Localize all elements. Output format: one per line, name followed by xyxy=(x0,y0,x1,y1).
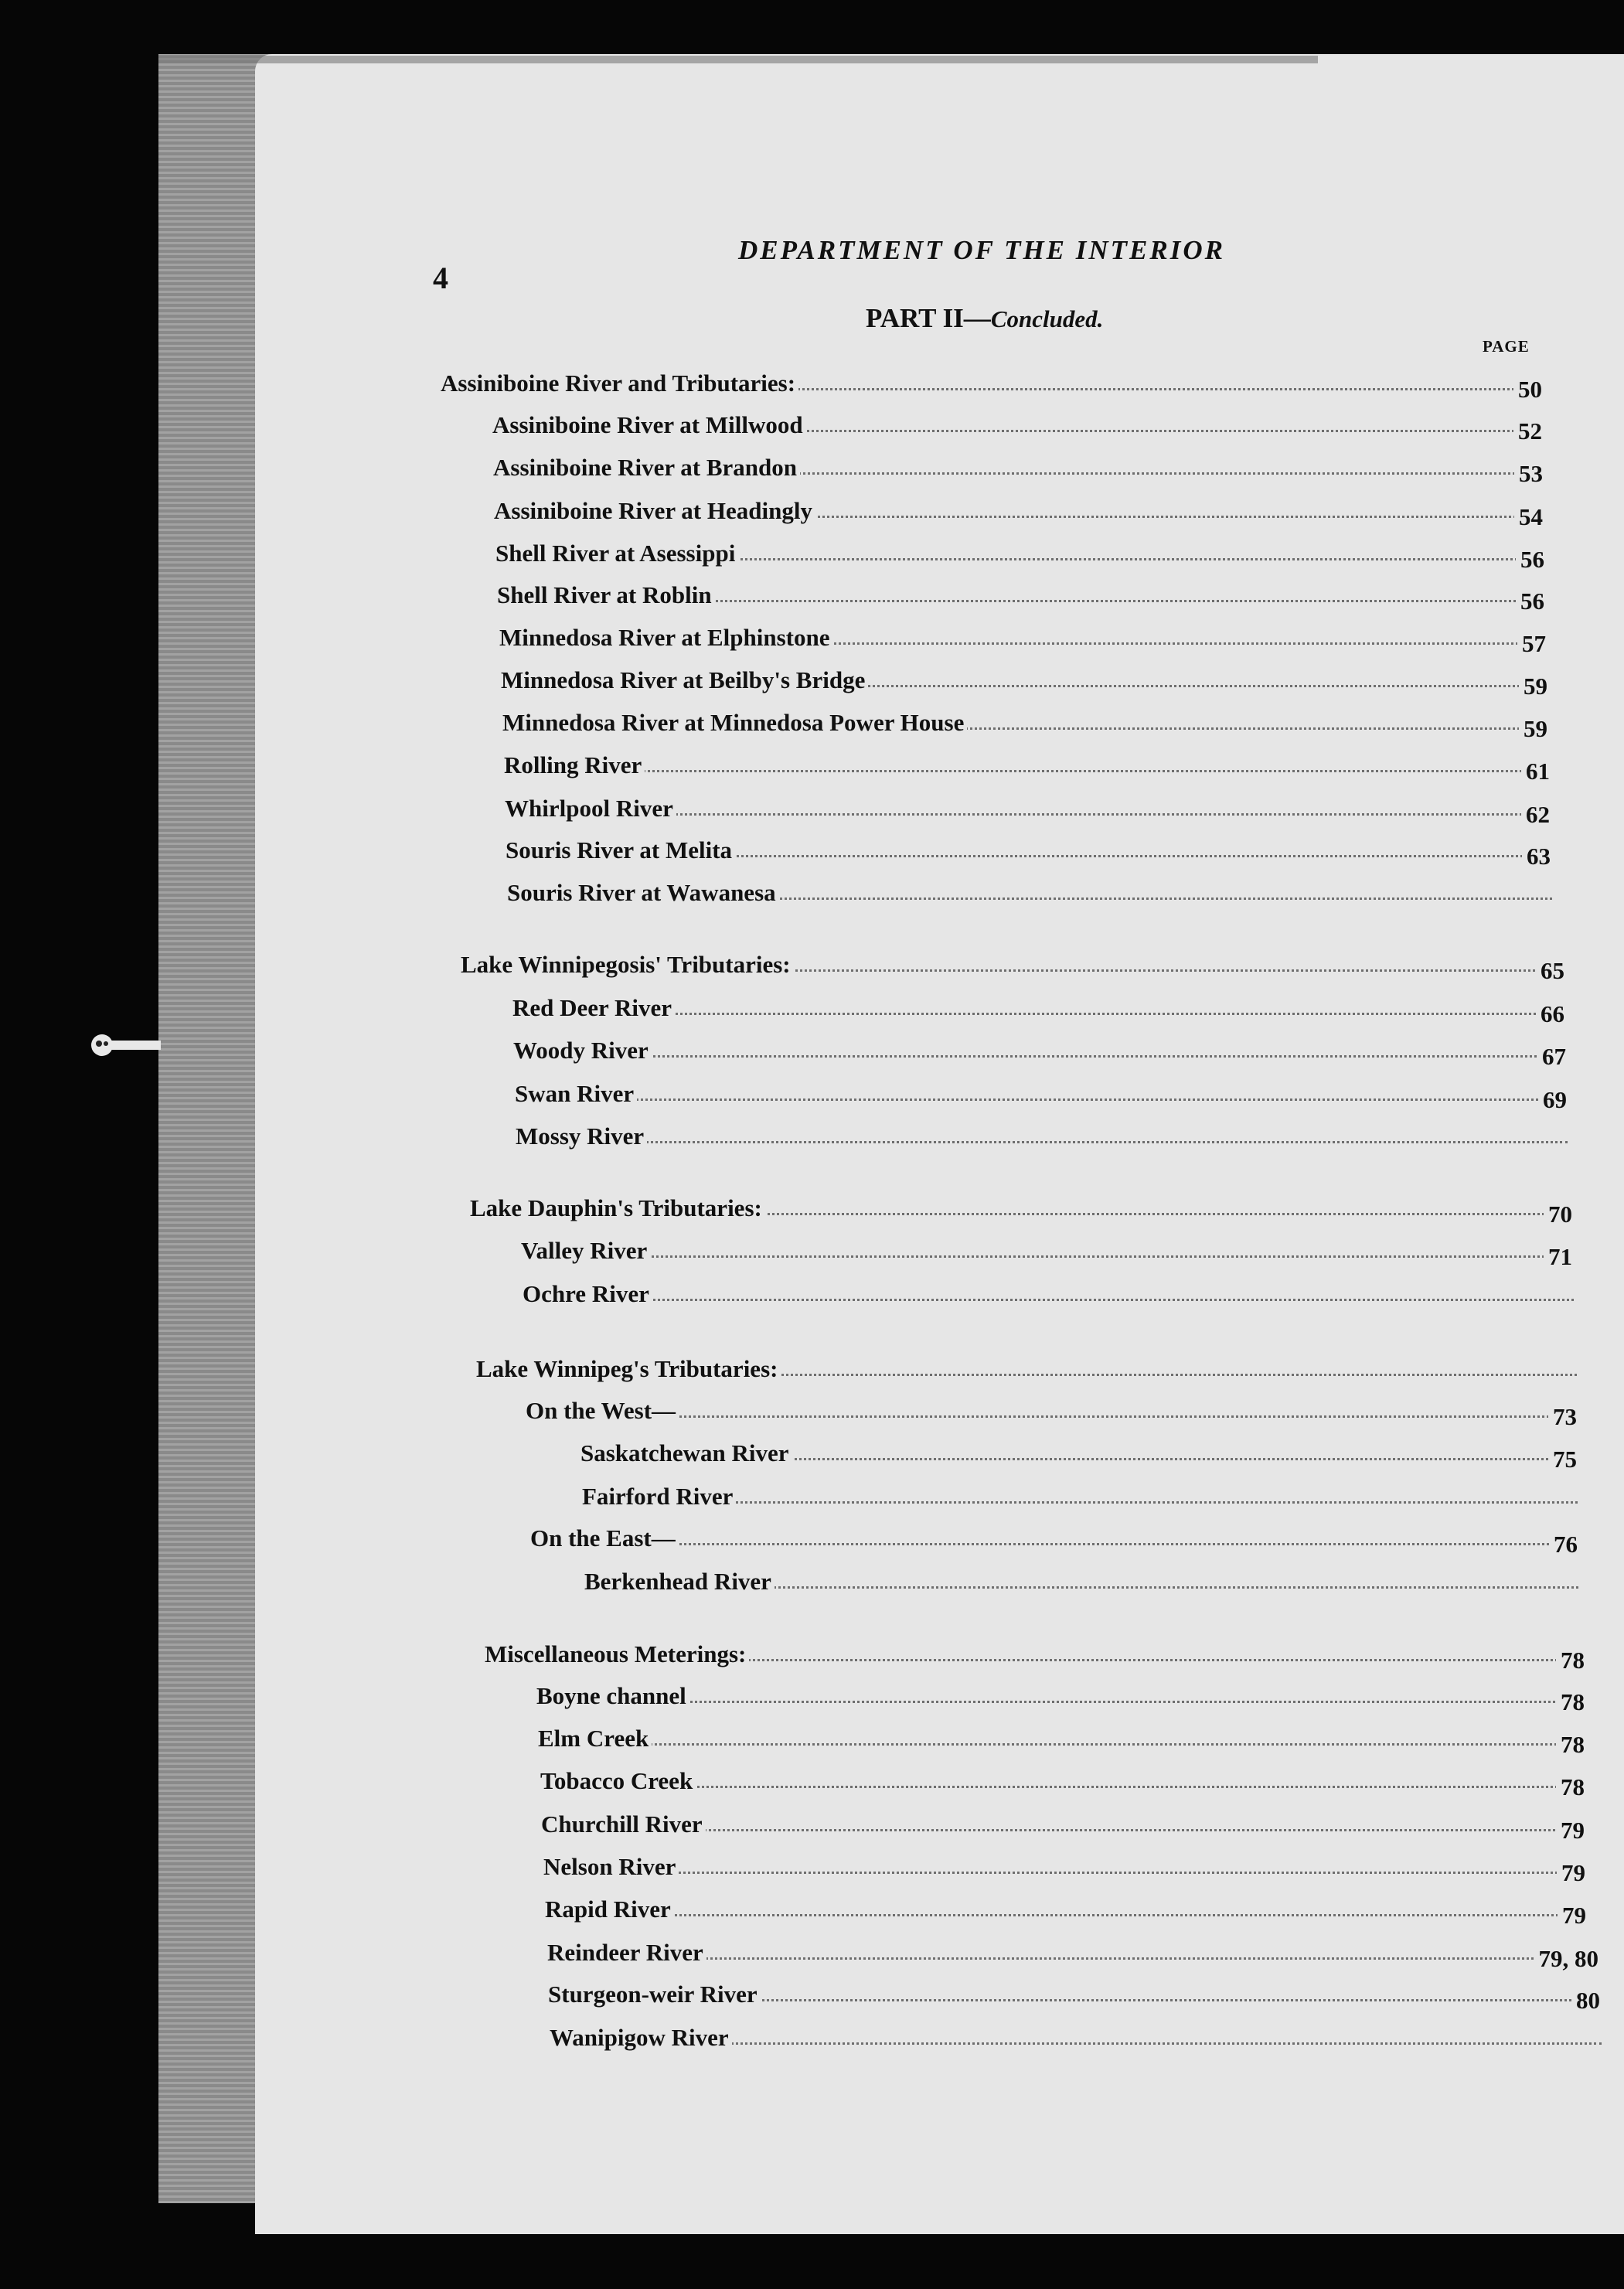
toc-entry xyxy=(504,751,1550,785)
toc-entry xyxy=(493,454,1543,485)
toc-entry-title: Assiniboine River and Tributaries: xyxy=(441,370,798,397)
toc-entry-page: 53 xyxy=(1514,460,1543,488)
paper-clip-icon xyxy=(87,1028,164,1062)
toc-entry-title: Mossy River xyxy=(516,1122,647,1150)
toc-entry-page: 80 xyxy=(1571,1987,1600,2015)
toc-entry xyxy=(512,994,1564,1025)
toc-entry-title: Berkenhead River xyxy=(584,1568,775,1596)
toc-entry xyxy=(545,1896,1586,1929)
dot-leader xyxy=(530,1543,1578,1545)
toc-entry-title: Fairford River xyxy=(582,1483,736,1511)
scan-artifact xyxy=(158,56,1318,63)
toc-entry-page: 79, 80 xyxy=(1534,1945,1599,1973)
toc-entry-page: 76 xyxy=(1549,1531,1578,1558)
toc-entry-title: Assiniboine River at Brandon xyxy=(493,454,800,482)
dot-leader xyxy=(515,1099,1567,1101)
toc-entry-title: Lake Dauphin's Tributaries: xyxy=(470,1194,765,1222)
toc-entry-title: Assiniboine River at Headingly xyxy=(494,497,815,525)
toc-entry xyxy=(516,1122,1568,1153)
toc-entry-title: Saskatchewan River xyxy=(580,1439,792,1467)
toc-entry-title: Rapid River xyxy=(545,1896,674,1923)
toc-entry xyxy=(548,1981,1600,2014)
toc-entry-page: 65 xyxy=(1536,957,1564,985)
page-number: 4 xyxy=(433,261,448,295)
toc-entry-title: Churchill River xyxy=(541,1810,706,1838)
toc-entry-title: Minnedosa River at Minnedosa Power House xyxy=(502,709,967,737)
toc-entry-title: Red Deer River xyxy=(512,994,675,1022)
toc-entry-title: Swan River xyxy=(515,1080,637,1108)
toc-entry xyxy=(550,2024,1602,2055)
toc-entry-title: Shell River at Roblin xyxy=(497,581,715,609)
toc-entry-page: 59 xyxy=(1519,715,1547,743)
toc-entry xyxy=(536,1682,1585,1713)
toc-entry-page: 78 xyxy=(1556,1647,1585,1674)
part-heading xyxy=(866,303,1103,334)
part-qualifier: Concluded. xyxy=(990,305,1104,332)
dot-leader xyxy=(523,1299,1574,1301)
toc-section-heading xyxy=(485,1640,1585,1674)
part-title: PART II— xyxy=(866,303,991,333)
toc-entry-page: 56 xyxy=(1516,588,1544,615)
toc-entry xyxy=(513,1037,1566,1068)
toc-entry-title: Wanipigow River xyxy=(550,2024,732,2052)
toc-entry-page: 67 xyxy=(1537,1043,1566,1071)
toc-entry-title: Souris River at Wawanesa xyxy=(507,879,779,907)
dot-leader xyxy=(538,1743,1585,1746)
toc-entry-page: 62 xyxy=(1521,801,1550,829)
toc-entry-title: Whirlpool River xyxy=(505,795,676,823)
toc-entry-page: 50 xyxy=(1513,376,1542,404)
toc-entry xyxy=(501,666,1547,700)
toc-entry-page: 73 xyxy=(1548,1403,1577,1431)
toc-entry-page: 57 xyxy=(1517,630,1546,658)
dot-leader xyxy=(545,1914,1586,1916)
toc-entry xyxy=(547,1939,1598,1970)
toc-entry xyxy=(538,1725,1585,1756)
toc-entry xyxy=(502,709,1547,740)
toc-entry-page: 61 xyxy=(1521,758,1550,785)
toc-entry-title: Shell River at Asessippi xyxy=(495,540,738,567)
toc-entry xyxy=(543,1853,1585,1884)
dot-leader xyxy=(536,1701,1585,1703)
toc-entry-page: 66 xyxy=(1536,1000,1564,1028)
toc-entry-title: Ochre River xyxy=(523,1280,652,1308)
toc-section-heading xyxy=(470,1194,1572,1228)
page-column-label: PAGE xyxy=(1483,337,1530,356)
toc-entry-page: 78 xyxy=(1556,1731,1585,1759)
toc-entry-page: 79 xyxy=(1557,1859,1585,1887)
toc-entry-title: Souris River at Melita xyxy=(506,836,735,864)
toc-entry-page: 75 xyxy=(1548,1446,1577,1473)
toc-entry xyxy=(530,1524,1578,1558)
toc-entry-title: Boyne channel xyxy=(536,1682,689,1710)
toc-entry-page: 79 xyxy=(1556,1817,1585,1844)
toc-entry-title: Reindeer River xyxy=(547,1939,706,1967)
toc-entry-page: 78 xyxy=(1556,1688,1585,1716)
toc-entry xyxy=(497,581,1544,615)
toc-entry xyxy=(580,1439,1577,1473)
toc-entry xyxy=(495,540,1544,571)
toc-entry-title: Valley River xyxy=(521,1237,650,1265)
toc-entry xyxy=(494,497,1543,528)
toc-entry-page: 54 xyxy=(1514,503,1543,531)
toc-entry xyxy=(541,1810,1585,1844)
dot-leader xyxy=(516,1141,1568,1143)
toc-entry xyxy=(499,624,1546,655)
toc-entry xyxy=(505,795,1550,826)
dot-leader xyxy=(513,1055,1566,1058)
toc-entry-title: On the East— xyxy=(530,1524,679,1552)
toc-entry-title: Woody River xyxy=(513,1037,652,1064)
dot-leader xyxy=(521,1255,1572,1258)
toc-entry xyxy=(526,1397,1577,1428)
toc-entry-page: 63 xyxy=(1522,843,1551,870)
toc-entry xyxy=(507,879,1552,910)
toc-entry-title: Minnedosa River at Elphinstone xyxy=(499,624,832,652)
toc-entry-page: 59 xyxy=(1519,673,1547,700)
toc-entry-title: Miscellaneous Meterings: xyxy=(485,1640,749,1668)
toc-entry-page: 52 xyxy=(1513,417,1542,445)
toc-entry-title: Elm Creek xyxy=(538,1725,652,1753)
toc-entry xyxy=(506,836,1551,870)
toc-entry xyxy=(540,1767,1585,1798)
toc-entry-page: 71 xyxy=(1544,1243,1572,1271)
toc-entry-page: 79 xyxy=(1558,1902,1586,1930)
toc-entry xyxy=(523,1280,1574,1311)
toc-entry-title: Assiniboine River at Millwood xyxy=(492,411,806,439)
toc-entry-page: 56 xyxy=(1516,546,1544,574)
toc-entry-title: Minnedosa River at Beilby's Bridge xyxy=(501,666,868,694)
toc-entry xyxy=(492,411,1542,445)
toc-entry xyxy=(584,1568,1578,1599)
dot-leader xyxy=(543,1872,1585,1874)
running-head: DEPARTMENT OF THE INTERIOR xyxy=(738,235,1225,265)
dot-leader xyxy=(504,770,1550,772)
toc-entry-title: Lake Winnipeg's Tributaries: xyxy=(476,1355,781,1383)
dot-leader xyxy=(540,1786,1585,1788)
toc-entry xyxy=(521,1237,1572,1268)
toc-entry-page: 69 xyxy=(1538,1086,1567,1114)
toc-entry-title: Rolling River xyxy=(504,751,645,779)
toc-entry-title: Sturgeon-weir River xyxy=(548,1981,761,2008)
toc-entry-title: Lake Winnipegosis' Tributaries: xyxy=(461,951,794,979)
dot-leader xyxy=(526,1415,1577,1418)
toc-entry-title: Nelson River xyxy=(543,1853,679,1881)
toc-entry-page: 70 xyxy=(1544,1201,1572,1228)
toc-entry-title: Tobacco Creek xyxy=(540,1767,696,1795)
toc-entry-page: 78 xyxy=(1556,1773,1585,1801)
toc-section-heading xyxy=(461,951,1564,982)
toc-section-heading xyxy=(476,1355,1577,1386)
toc-entry-title: On the West— xyxy=(526,1397,679,1425)
toc-entry xyxy=(582,1483,1578,1514)
toc-section-heading xyxy=(441,370,1542,403)
toc-entry xyxy=(515,1080,1567,1111)
